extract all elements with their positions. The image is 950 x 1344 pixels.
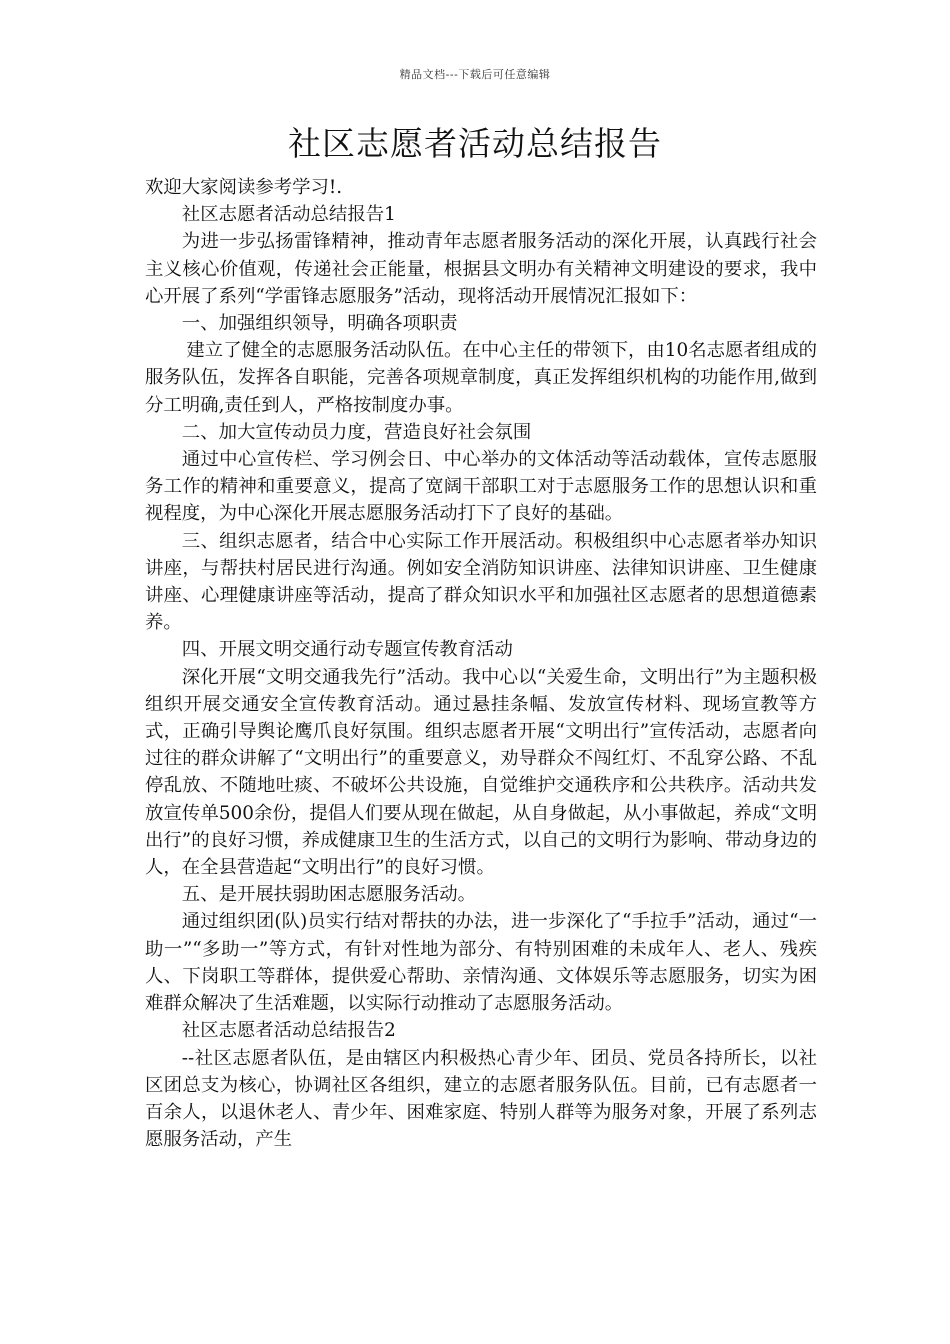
- intro-line: 欢迎大家阅读参考学习!.: [145, 177, 343, 198]
- section-heading-report-2: 社区志愿者活动总结报告2: [181, 1020, 396, 1042]
- subheading-2: 二、加大宣传动员力度，营造良好社会氛围: [181, 421, 532, 443]
- paragraph: 通过中心宣传栏、学习例会日、中心举办的文体活动等活动载体，宣传志愿服务工作的精神和重要意义，提高了宽阔干部职工对于志愿服务工作的思想认识和重视程度，为中心深化开展志愿服务活动打下了良好的基础。: [145, 449, 817, 525]
- paragraph: 为进一步弘扬雷锋精神，推动青年志愿者服务活动的深化开展，认真践行社会主义核心价值观，传递社会正能量，根据县文明办有关精神文明建设的要求，我中心开展了系列“学雷锋志愿服务”活动，现将活动开展情况汇报如下：: [145, 231, 817, 307]
- paragraph: 建立了健全的志愿服务活动队伍。在中心主任的带领下，由10名志愿者组成的服务队伍，发挥各自职能，完善各项规章制度，真正发挥组织机构的功能作用,做到分工明确,责任到人，严格按制度办事。: [145, 340, 817, 416]
- header-note: 精品文档---下载后可任意编辑: [399, 68, 551, 81]
- paragraph: 通过组织团(队)员实行结对帮扶的办法，进一步深化了“手拉手”活动，通过“一助一”“多助一”等方式，有针对性地为部分、有特别困难的未成年人、老人、残疾人、下岗职工等群体，提供爱心帮助、亲情沟通、文体娱乐等志愿服务，切实为困难群众解决了生活难题，以实际行动推动了志愿服务活动。: [145, 911, 817, 1015]
- paragraph: 深化开展“文明交通我先行”活动。我中心以“关爱生命，文明出行”为主题积极组织开展交通安全宣传教育活动。通过悬挂条幅、发放宣传材料、现场宣教等方式，正确引导舆论鹰爪良好氛围。组织志愿者开展“文明出行”宣传活动，志愿者向过往的群众讲解了“文明出行”的重要意义，劝导群众不闯红灯、不乱穿公路、不乱停乱放、不随地吐痰、不破坏公共设施，自觉维护交通秩序和公共秩序。活动共发放宣传单500余份，提倡人们要从现在做起，从自身做起，从小事做起，养成“文明出行”的良好习惯，养成健康卫生的生活方式，以自己的文明行为影响、带动身边的人，在全县营造起“文明出行”的良好习惯。: [145, 666, 817, 879]
- document-title: 社区志愿者活动总结报告: [288, 124, 662, 163]
- section-heading-report-1: 社区志愿者活动总结报告1: [181, 204, 396, 226]
- paragraph: 三、组织志愿者，结合中心实际工作开展活动。积极组织中心志愿者举办知识讲座，与帮扶村居民进行沟通。例如安全消防知识讲座、法律知识讲座、卫生健康讲座、心理健康讲座等活动，提高了群众知识水平和加强社区志愿者的思想道德素养。: [145, 530, 817, 634]
- subheading-5: 五、是开展扶弱助困志愿服务活动。: [181, 884, 477, 906]
- subheading-1: 一、加强组织领导，明确各项职责: [181, 313, 458, 335]
- document-body: [145, 174, 817, 1153]
- paragraph: --社区志愿者队伍，是由辖区内积极热心青少年、团员、党员各持所长，以社区团总支为核心，协调社区各组织，建立的志愿者服务队伍。目前，已有志愿者一百余人，以退休老人、青少年、困难家庭、特别人群等为服务对象，开展了系列志愿服务活动，产生: [145, 1047, 817, 1151]
- subheading-4: 四、开展文明交通行动专题宣传教育活动: [181, 639, 513, 661]
